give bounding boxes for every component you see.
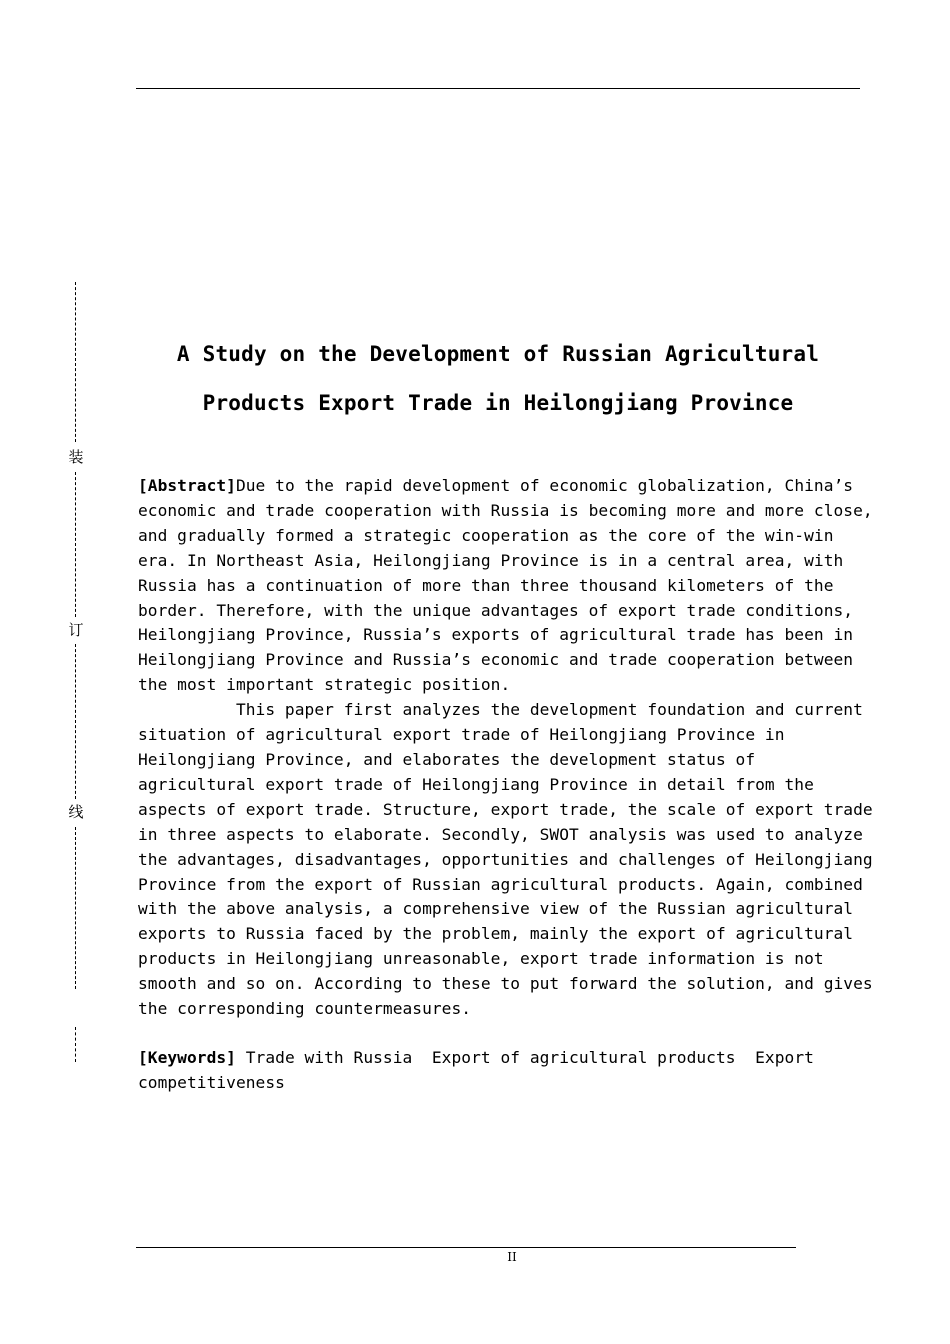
title-line-1: A Study on the Development of Russian Agricultural <box>176 342 820 366</box>
binding-dash-line <box>75 827 76 989</box>
footer-rule <box>136 1247 796 1248</box>
abstract-line: exports to Russia faced by the problem, mainly the export of agricultural <box>138 924 854 944</box>
binding-margin <box>66 282 86 1062</box>
header-rule <box>136 88 860 89</box>
abstract-line: agricultural export trade of Heilongjiang Province in detail from the <box>138 774 814 794</box>
abstract-line: Province from the export of Russian agricultural products. Again, combined <box>138 874 863 894</box>
binding-char-xian: 线 <box>66 802 86 822</box>
keywords-label: [Keywords] <box>138 1048 236 1067</box>
abstract-section <box>138 474 873 1022</box>
abstract-line: products in Heilongjiang unreasonable, export trade information is not <box>138 949 824 969</box>
abstract-line: aspects of export trade. Structure, export trade, the scale of export trade <box>138 799 873 819</box>
abstract-line: the most important strategic position. <box>138 675 511 695</box>
abstract-line: This paper first analyzes the development foundation and current <box>138 700 863 720</box>
abstract-line: Due to the rapid development of economic globalization, China’s <box>235 476 854 495</box>
keywords-section <box>138 1046 862 1096</box>
paper-title <box>136 330 860 428</box>
title-line-2: Products Export Trade in Heilongjiang Province <box>202 391 794 415</box>
abstract-line: border. Therefore, with the unique advantages of export trade conditions, <box>138 600 854 620</box>
keywords-line: competitiveness <box>138 1072 285 1092</box>
abstract-line: the corresponding countermeasures. <box>138 999 472 1019</box>
abstract-label: [Abstract] <box>138 476 236 495</box>
abstract-line: economic and trade cooperation with Russia is becoming more and more close, <box>138 500 873 520</box>
binding-dash-line <box>75 472 76 617</box>
binding-dash-line <box>75 1027 76 1062</box>
abstract-line: smooth and so on. According to these to put forward the solution, and gives <box>138 974 873 994</box>
page-number: II <box>507 1250 517 1264</box>
keywords-line: Trade with Russia Export of agricultural products Export <box>235 1048 814 1067</box>
abstract-line: the advantages, disadvantages, opportunities and challenges of Heilongjiang <box>138 849 873 869</box>
abstract-line: with the above analysis, a comprehensive view of the Russian agricultural <box>138 899 854 919</box>
binding-dash-line <box>75 282 76 442</box>
abstract-line: Heilongjiang Province, Russia’s exports of agricultural trade has been in <box>138 625 854 645</box>
abstract-line: Heilongjiang Province and Russia’s economic and trade cooperation between <box>138 650 854 670</box>
abstract-line: situation of agricultural export trade of Heilongjiang Province in <box>138 725 785 745</box>
abstract-line: and gradually formed a strategic cooperation as the core of the win-win <box>138 525 834 545</box>
binding-dash-line <box>75 644 76 799</box>
binding-char-zhuang: 装 <box>66 447 86 467</box>
abstract-line: era. In Northeast Asia, Heilongjiang Province is in a central area, with <box>138 550 844 570</box>
binding-char-ding: 订 <box>66 620 86 640</box>
abstract-line: in three aspects to elaborate. Secondly, SWOT analysis was used to analyze <box>138 824 863 844</box>
abstract-line: Russia has a continuation of more than three thousand kilometers of the <box>138 575 834 595</box>
abstract-line: Heilongjiang Province, and elaborates the development status of <box>138 749 756 769</box>
